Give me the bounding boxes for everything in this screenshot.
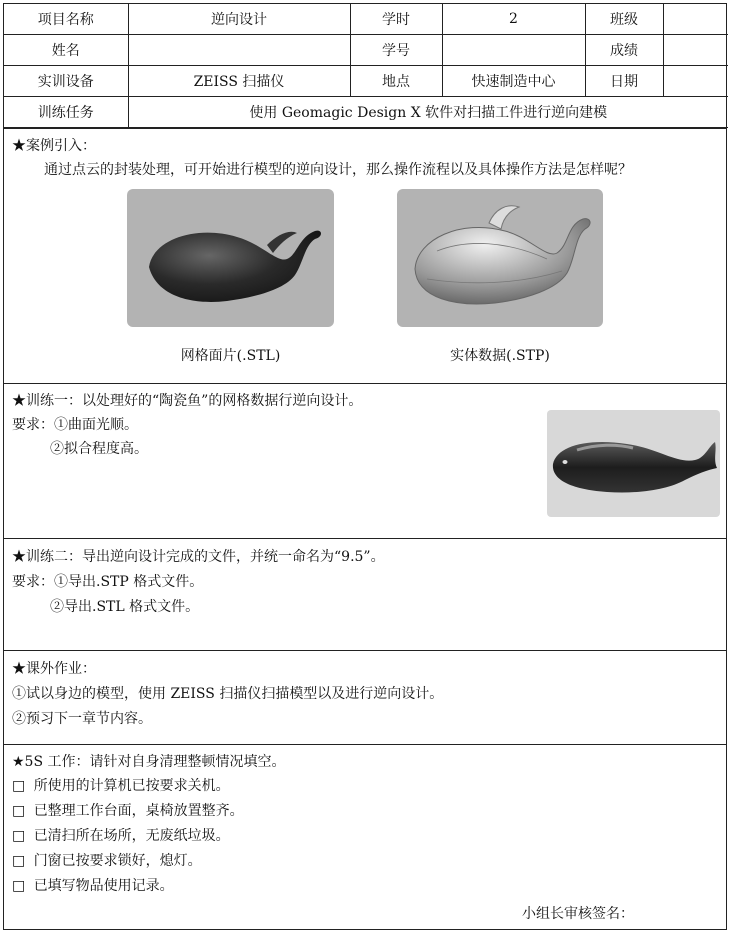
- homework-item1: ①试以身边的模型，使用 ZEISS 扫描仪扫描模型以及进行逆向设计。: [12, 686, 444, 702]
- value-project-name: 逆向设计: [128, 4, 350, 35]
- checklist-label: 已整理工作台面，桌椅放置整齐。: [33, 803, 244, 819]
- task2-section: [4, 538, 726, 650]
- task1-req2: ②拟合程度高。: [50, 441, 148, 457]
- header-row: [4, 66, 728, 97]
- checkbox-icon[interactable]: □: [12, 778, 26, 794]
- case-text: 通过点云的封装处理，可开始进行模型的逆向设计，那么操作流程以及具体操作方法是怎样呢？: [44, 162, 632, 178]
- label-class: 班级: [585, 4, 663, 35]
- task2-title: ★训练二：导出逆向设计完成的文件，并统一命名为“9.5”。: [12, 549, 385, 565]
- checklist-item[interactable]: [12, 877, 174, 895]
- checkbox-icon[interactable]: □: [12, 878, 26, 894]
- checklist-item[interactable]: [12, 802, 244, 820]
- header-table: [4, 4, 728, 128]
- value-name[interactable]: [128, 35, 350, 66]
- header-row: [4, 97, 728, 128]
- label-equipment: 实训设备: [4, 66, 128, 97]
- value-hours: 2: [442, 4, 585, 35]
- checkbox-icon[interactable]: □: [12, 803, 26, 819]
- value-location: 快速制造中心: [442, 66, 585, 97]
- checklist-label: 门窗已按要求锁好，熄灯。: [33, 853, 202, 869]
- checklist-item[interactable]: [12, 852, 202, 870]
- value-class[interactable]: [663, 4, 728, 35]
- homework-title: ★课外作业：: [12, 661, 96, 677]
- label-task: 训练任务: [4, 97, 128, 128]
- homework-section: [4, 650, 726, 744]
- whale-mesh-model-image: [127, 189, 334, 327]
- label-name: 姓名: [4, 35, 128, 66]
- whale-solid-model-image: [397, 189, 603, 327]
- checklist-label: 已填写物品使用记录。: [33, 878, 174, 894]
- task1-title: ★训练一：以处理好的“陶瓷鱼”的网格数据行逆向设计。: [12, 393, 363, 409]
- fives-section: [4, 744, 726, 929]
- value-equipment: ZEISS 扫描仪: [128, 66, 350, 97]
- case-title: ★案例引入：: [12, 138, 96, 154]
- label-date: 日期: [585, 66, 663, 97]
- task1-section: [4, 383, 726, 538]
- homework-item2: ②预习下一章节内容。: [12, 711, 152, 727]
- value-task: 使用 Geomagic Design X 软件对扫描工件进行逆向建模: [128, 97, 728, 128]
- task2-req2: ②导出.STL 格式文件。: [50, 599, 200, 615]
- task2-req1: 要求：①导出.STP 格式文件。: [12, 574, 204, 590]
- ceramic-fish-photo: [547, 410, 720, 517]
- label-location: 地点: [350, 66, 442, 97]
- task1-req1: 要求：①曲面光顺。: [12, 417, 138, 433]
- caption-solid: 实体数据(.STP): [450, 348, 550, 364]
- checklist-label: 所使用的计算机已按要求关机。: [33, 778, 230, 794]
- checklist-item[interactable]: [12, 777, 230, 795]
- case-section: [4, 128, 726, 383]
- value-date[interactable]: [663, 66, 728, 97]
- caption-mesh: 网格面片(.STL): [180, 348, 281, 364]
- signature-label: 小组长审核签名：: [522, 906, 634, 922]
- value-score[interactable]: [663, 35, 728, 66]
- label-student-id: 学号: [350, 35, 442, 66]
- label-hours: 学时: [350, 4, 442, 35]
- label-score: 成绩: [585, 35, 663, 66]
- checklist-label: 已清扫所在场所，无废纸垃圾。: [33, 828, 230, 844]
- fives-title: ★5S 工作：请针对自身清理整顿情况填空。: [12, 754, 286, 770]
- label-project-name: 项目名称: [4, 4, 128, 35]
- checkbox-icon[interactable]: □: [12, 828, 26, 844]
- value-student-id[interactable]: [442, 35, 585, 66]
- checkbox-icon[interactable]: □: [12, 853, 26, 869]
- header-row: [4, 4, 728, 35]
- worksheet: [3, 3, 727, 930]
- header-row: [4, 35, 728, 66]
- checklist-item[interactable]: [12, 827, 230, 845]
